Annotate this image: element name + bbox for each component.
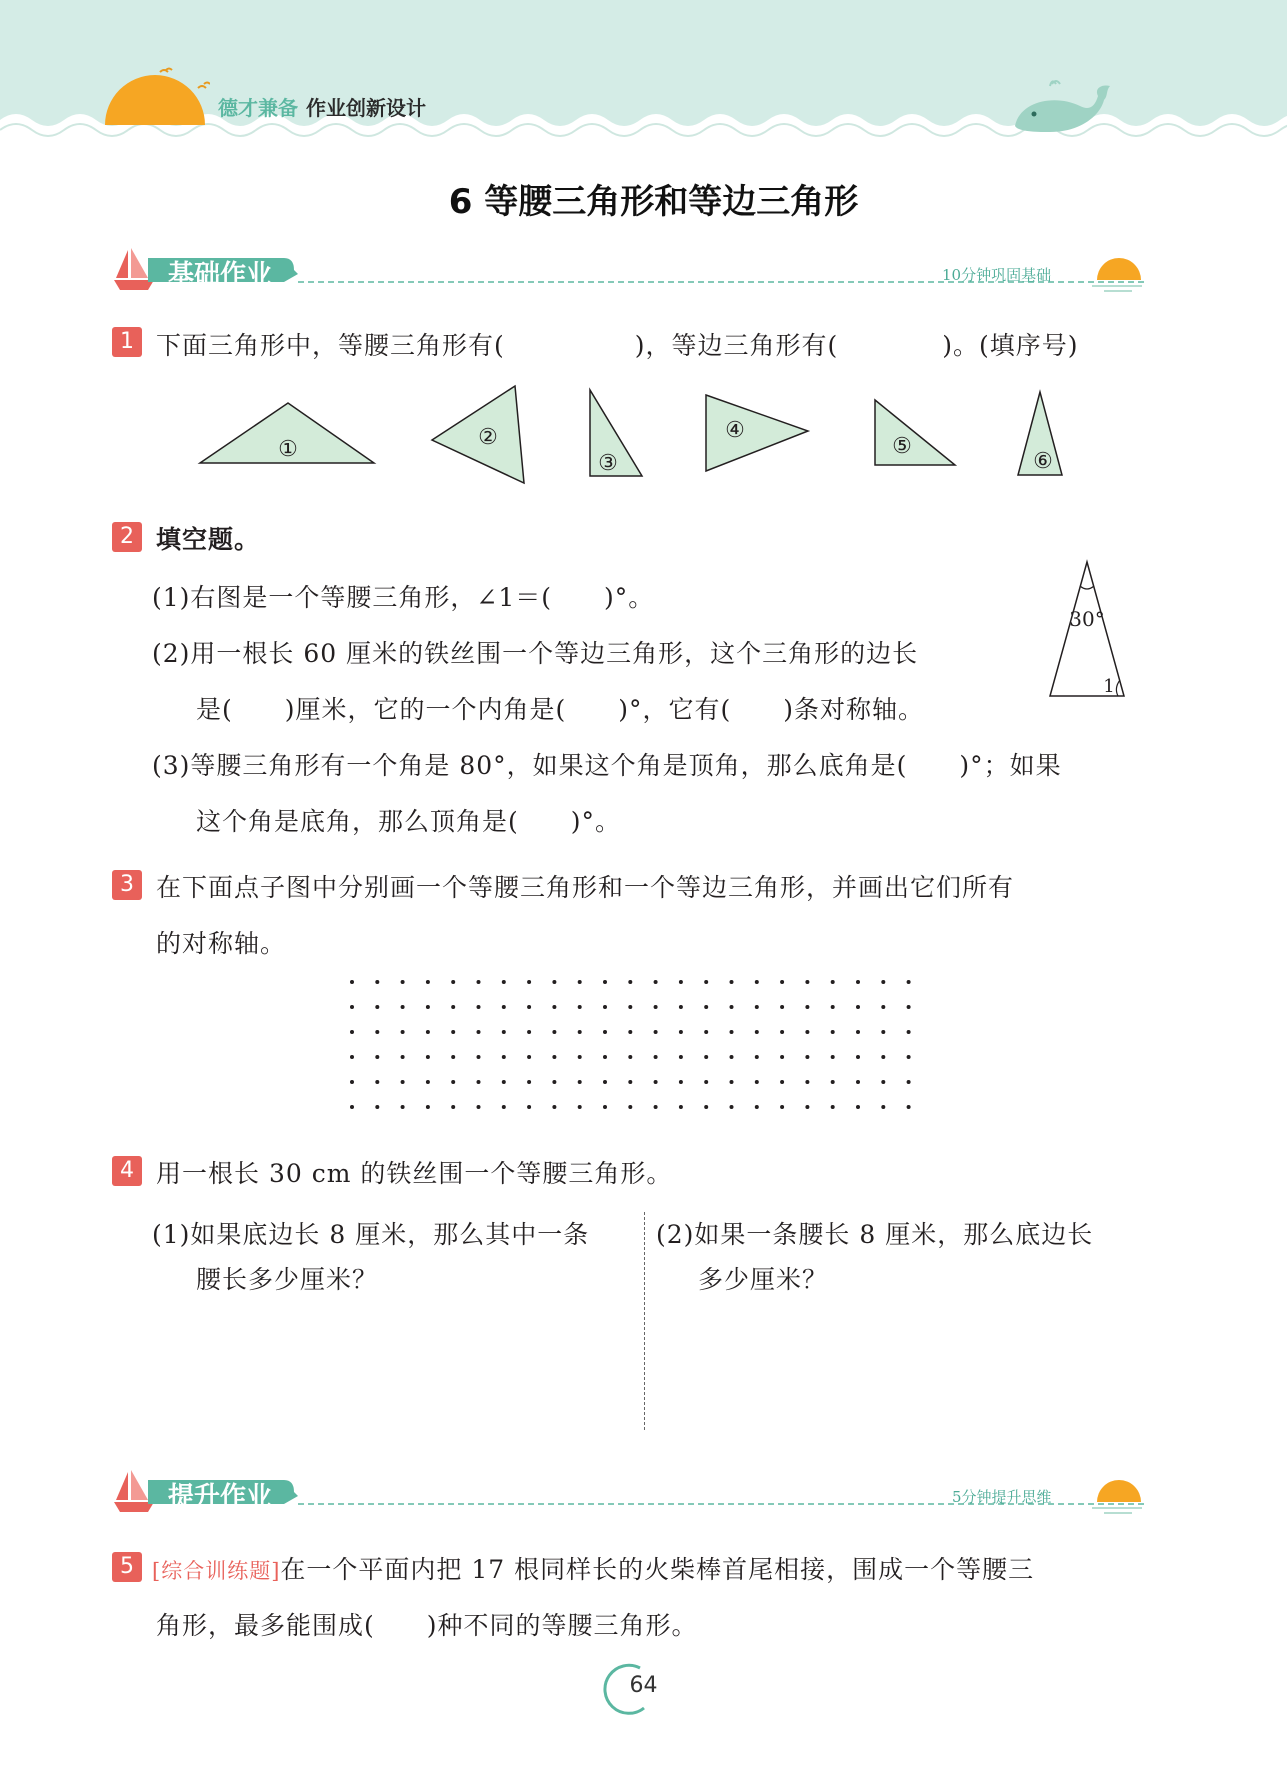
grid-dot <box>401 980 405 984</box>
grid-dot <box>805 1105 809 1109</box>
grid-dot <box>477 1055 481 1059</box>
grid-dot <box>654 1080 658 1084</box>
grid-dot <box>527 1030 531 1034</box>
grid-dot <box>805 1080 809 1084</box>
grid-dot <box>552 1055 556 1059</box>
triangle-1-label: ① <box>278 437 298 462</box>
grid-dot <box>780 1080 784 1084</box>
grid-dot <box>451 980 455 984</box>
grid-dot <box>907 1030 911 1034</box>
section-basic-note: 10分钟巩固基础 <box>942 266 1052 284</box>
grid-dot <box>831 1105 835 1109</box>
grid-dot <box>451 1105 455 1109</box>
grid-dot <box>401 1055 405 1059</box>
grid-dot <box>502 1030 506 1034</box>
grid-dot <box>654 1005 658 1009</box>
grid-dot <box>881 1105 885 1109</box>
grid-dot <box>375 1080 379 1084</box>
grid-dot <box>628 1030 632 1034</box>
grid-dot <box>831 1030 835 1034</box>
grid-dot <box>856 1055 860 1059</box>
grid-dot <box>881 1055 885 1059</box>
grid-dot <box>350 1055 354 1059</box>
question-5-line-1 <box>152 1550 1034 1586</box>
grid-dot <box>552 980 556 984</box>
grid-dot <box>477 980 481 984</box>
grid-dot <box>527 980 531 984</box>
triangle-4-label: ④ <box>725 418 745 443</box>
grid-dot <box>375 980 379 984</box>
triangle-6-label: ⑥ <box>1033 449 1053 474</box>
grid-dot <box>730 980 734 984</box>
question-4-part-2-line-2: 多少厘米？ <box>698 1265 829 1294</box>
grid-dot <box>578 1005 582 1009</box>
grid-dot <box>805 1030 809 1034</box>
grid-dot <box>426 1105 430 1109</box>
question-1-text: 下面三角形中，等腰三角形有( )，等边三角形有( )。(填序号) <box>156 331 1079 360</box>
brand-main: 德才兼备 <box>218 96 298 120</box>
grid-dot <box>704 1080 708 1084</box>
grid-dot <box>856 1030 860 1034</box>
grid-dot <box>578 980 582 984</box>
grid-dot <box>477 1005 481 1009</box>
grid-dot <box>780 980 784 984</box>
grid-dot <box>730 1030 734 1034</box>
grid-dot <box>628 1055 632 1059</box>
grid-dot <box>780 1055 784 1059</box>
grid-dot <box>375 1055 379 1059</box>
question-4-part-1-line-2: 腰长多少厘米？ <box>196 1265 379 1294</box>
question-2-part-2-line-1: (2)用一根长 60 厘米的铁丝围一个等边三角形，这个三角形的边长 <box>152 639 919 668</box>
question-2-title: 填空题。 <box>156 525 261 554</box>
question-4-part-1-line-1: (1)如果底边长 8 厘米，那么其中一条 <box>152 1220 590 1249</box>
grid-dot <box>502 1105 506 1109</box>
grid-dot <box>907 1105 911 1109</box>
grid-dot <box>704 1030 708 1034</box>
grid-dot <box>628 1080 632 1084</box>
grid-dot <box>603 1080 607 1084</box>
triangle-2-label: ② <box>478 425 498 450</box>
triangle-5-label: ⑤ <box>892 434 912 459</box>
question-5-line-1-text: 在一个平面内把 17 根同样长的火柴棒首尾相接，围成一个等腰三 <box>280 1555 1035 1584</box>
q1-triangles-figure <box>190 380 1090 490</box>
grid-dot <box>477 1030 481 1034</box>
grid-dot <box>679 1080 683 1084</box>
question-5-number: 5 <box>112 1552 142 1582</box>
grid-dot <box>578 1080 582 1084</box>
grid-dot <box>654 1030 658 1034</box>
grid-dot <box>730 1080 734 1084</box>
sun-icon <box>100 60 210 130</box>
question-4-text: 用一根长 30 cm 的铁丝围一个等腰三角形。 <box>156 1159 673 1188</box>
grid-dot <box>527 1005 531 1009</box>
grid-dot <box>881 1005 885 1009</box>
grid-dot <box>654 1055 658 1059</box>
grid-dot <box>401 1080 405 1084</box>
question-3-line-2: 的对称轴。 <box>156 929 287 958</box>
grid-dot <box>831 1055 835 1059</box>
grid-dot <box>350 1030 354 1034</box>
grid-dot <box>881 1030 885 1034</box>
grid-dot <box>730 1055 734 1059</box>
question-2-part-2-line-2: 是( )厘米，它的一个内角是( )°，它有( )条对称轴。 <box>196 695 925 724</box>
grid-dot <box>755 1080 759 1084</box>
grid-dot <box>679 1005 683 1009</box>
grid-dot <box>628 1105 632 1109</box>
grid-dot <box>350 980 354 984</box>
grid-dot <box>350 1080 354 1084</box>
grid-dot <box>375 1005 379 1009</box>
grid-dot <box>552 1005 556 1009</box>
grid-dot <box>578 1030 582 1034</box>
grid-dot <box>375 1030 379 1034</box>
triangle-2 <box>432 386 524 483</box>
grid-dot <box>552 1080 556 1084</box>
grid-dot <box>780 1030 784 1034</box>
grid-dot <box>704 980 708 984</box>
grid-dot <box>730 1005 734 1009</box>
grid-dot <box>755 980 759 984</box>
grid-dot <box>679 980 683 984</box>
grid-dot <box>527 1055 531 1059</box>
question-5-tag: [综合训练题] <box>152 1559 281 1583</box>
grid-dot <box>881 1080 885 1084</box>
grid-dot <box>780 1105 784 1109</box>
grid-dot <box>805 980 809 984</box>
grid-dot <box>502 980 506 984</box>
answer-divider <box>644 1212 645 1430</box>
grid-dot <box>477 1080 481 1084</box>
section-advanced-label: 提升作业 <box>168 1482 273 1512</box>
grid-dot <box>603 1055 607 1059</box>
grid-dot <box>552 1105 556 1109</box>
grid-dot <box>578 1055 582 1059</box>
question-2-part-3-line-1: (3)等腰三角形有一个角是 80°，如果这个角是顶角，那么底角是( )°；如果 <box>152 751 1062 780</box>
grid-dot <box>628 980 632 984</box>
q2-isosceles-figure <box>1040 556 1130 702</box>
triangle-3 <box>590 390 642 476</box>
grid-dot <box>502 1005 506 1009</box>
grid-dot <box>502 1080 506 1084</box>
q2-figure-angle-1-label: 1 <box>1103 676 1115 697</box>
grid-dot <box>755 1030 759 1034</box>
q2-figure-angle-label: 30° <box>1069 607 1105 631</box>
grid-dot <box>805 1055 809 1059</box>
brand-sub: 作业创新设计 <box>306 96 426 120</box>
grid-dot <box>704 1105 708 1109</box>
grid-dot <box>654 1105 658 1109</box>
question-4-number: 4 <box>112 1156 142 1186</box>
triangle-1 <box>200 403 374 463</box>
grid-dot <box>375 1105 379 1109</box>
grid-dot <box>907 1055 911 1059</box>
grid-dot <box>426 1055 430 1059</box>
grid-dot <box>603 1105 607 1109</box>
grid-dot <box>679 1030 683 1034</box>
grid-dot <box>451 1005 455 1009</box>
grid-dot <box>755 1055 759 1059</box>
section-basic <box>112 244 1147 296</box>
triangle-3-label: ③ <box>598 451 618 476</box>
grid-dot <box>426 1005 430 1009</box>
triangle-4 <box>706 395 808 471</box>
question-2-part-3-line-2: 这个角是底角，那么顶角是( )°。 <box>196 807 622 836</box>
grid-dot <box>401 1105 405 1109</box>
grid-dot <box>831 1005 835 1009</box>
grid-dot <box>350 1105 354 1109</box>
grid-dot <box>451 1030 455 1034</box>
grid-dot <box>679 1105 683 1109</box>
question-5-line-2: 角形，最多能围成( )种不同的等腰三角形。 <box>156 1611 698 1640</box>
grid-dot <box>881 980 885 984</box>
brand-title <box>218 92 426 121</box>
grid-dot <box>907 1080 911 1084</box>
grid-dot <box>755 1005 759 1009</box>
grid-dot <box>831 980 835 984</box>
grid-dot <box>704 1055 708 1059</box>
page-title: 6 等腰三角形和等边三角形 <box>448 182 859 222</box>
question-1-number: 1 <box>112 327 142 357</box>
grid-dot <box>856 1080 860 1084</box>
grid-dot <box>401 1030 405 1034</box>
grid-dot <box>628 1005 632 1009</box>
grid-dot <box>401 1005 405 1009</box>
question-2-part-1: (1)右图是一个等腰三角形，∠1＝( )°。 <box>152 583 655 612</box>
grid-dot <box>679 1055 683 1059</box>
grid-dot <box>780 1005 784 1009</box>
grid-dot <box>704 1005 708 1009</box>
grid-dot <box>426 980 430 984</box>
grid-dot <box>527 1105 531 1109</box>
grid-dot <box>654 980 658 984</box>
triangle-5 <box>875 400 955 465</box>
grid-dot <box>552 1030 556 1034</box>
grid-dot <box>856 1005 860 1009</box>
grid-dot <box>426 1080 430 1084</box>
grid-dot <box>730 1105 734 1109</box>
grid-dot <box>856 1105 860 1109</box>
section-basic-label: 基础作业 <box>168 260 273 290</box>
grid-dot <box>907 1005 911 1009</box>
grid-dot <box>856 980 860 984</box>
grid-dot <box>451 1055 455 1059</box>
grid-dot <box>755 1105 759 1109</box>
grid-dot <box>603 980 607 984</box>
triangle-6 <box>1018 392 1062 475</box>
grid-dot <box>603 1005 607 1009</box>
grid-dot <box>451 1080 455 1084</box>
grid-dot <box>426 1030 430 1034</box>
page-number: 64 <box>629 1673 658 1698</box>
grid-dot <box>578 1105 582 1109</box>
grid-dot <box>502 1055 506 1059</box>
grid-dot <box>805 1005 809 1009</box>
section-advanced-note: 5分钟提升思维 <box>952 1488 1052 1506</box>
grid-dot <box>477 1105 481 1109</box>
question-3-number: 3 <box>112 870 142 900</box>
section-advanced <box>112 1466 1147 1518</box>
question-4-part-2-line-1: (2)如果一条腰长 8 厘米，那么底边长 <box>656 1220 1094 1249</box>
grid-dot <box>350 1005 354 1009</box>
question-3-line-1: 在下面点子图中分别画一个等腰三角形和一个等边三角形，并画出它们所有 <box>156 873 1015 902</box>
dot-grid <box>340 970 920 1120</box>
grid-dot <box>603 1030 607 1034</box>
whale-icon <box>1010 76 1115 134</box>
grid-dot <box>907 980 911 984</box>
grid-dot <box>527 1080 531 1084</box>
grid-dot <box>831 1080 835 1084</box>
question-2-number: 2 <box>112 522 142 552</box>
